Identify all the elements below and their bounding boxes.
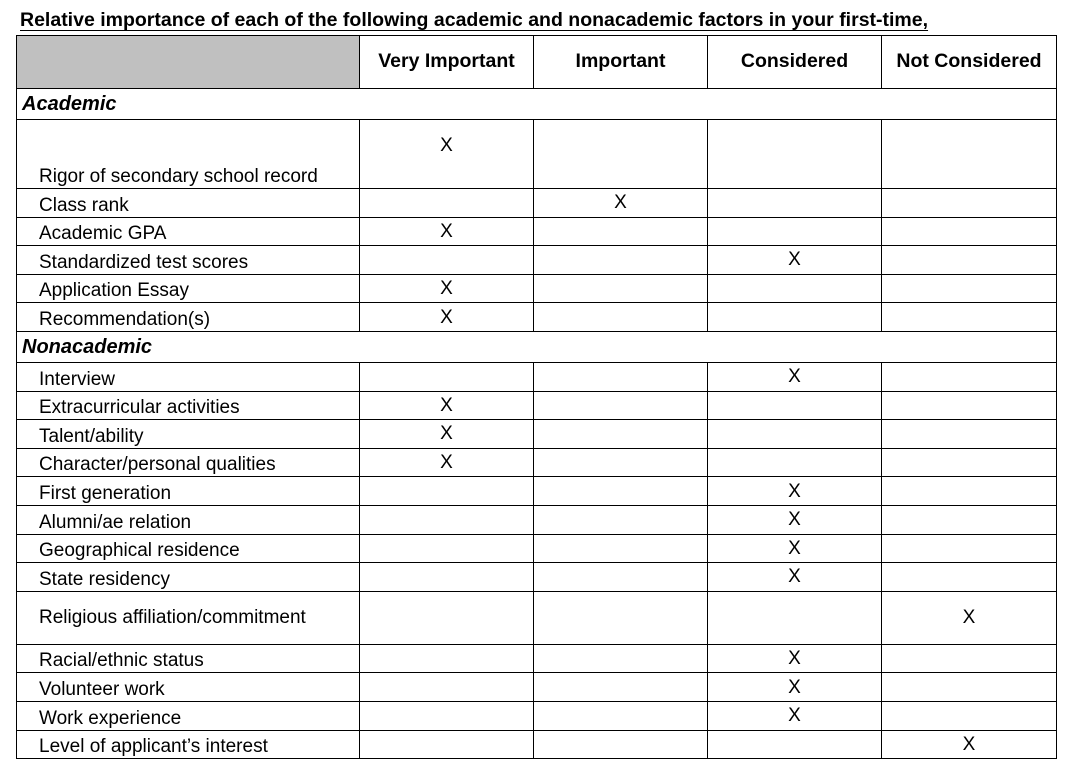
empty-cell bbox=[360, 591, 534, 644]
empty-cell bbox=[882, 563, 1057, 592]
table-row bbox=[17, 534, 1057, 563]
empty-cell bbox=[534, 362, 708, 391]
mark-considered: X bbox=[708, 644, 882, 673]
empty-cell bbox=[534, 420, 708, 449]
empty-cell bbox=[882, 448, 1057, 477]
empty-cell bbox=[360, 673, 534, 702]
empty-cell bbox=[534, 591, 708, 644]
factor-label: Religious affiliation/commitment bbox=[17, 591, 360, 644]
factor-label: Application Essay bbox=[17, 274, 360, 303]
factor-label: Recommendation(s) bbox=[17, 303, 360, 332]
table-row bbox=[17, 448, 1057, 477]
mark-very-important: X bbox=[360, 448, 534, 477]
factor-label: Character/personal qualities bbox=[17, 448, 360, 477]
empty-cell bbox=[882, 120, 1057, 189]
empty-cell bbox=[882, 189, 1057, 218]
empty-cell bbox=[534, 448, 708, 477]
empty-cell bbox=[534, 563, 708, 592]
empty-cell bbox=[708, 303, 882, 332]
empty-cell bbox=[534, 534, 708, 563]
table-row bbox=[17, 303, 1057, 332]
table-row bbox=[17, 420, 1057, 449]
empty-cell bbox=[534, 120, 708, 189]
empty-cell bbox=[882, 477, 1057, 506]
empty-cell bbox=[534, 477, 708, 506]
empty-cell bbox=[360, 563, 534, 592]
mark-very-important: X bbox=[360, 120, 534, 189]
mark-considered: X bbox=[708, 505, 882, 534]
table-row bbox=[17, 730, 1057, 759]
table-row bbox=[17, 391, 1057, 420]
table-row bbox=[17, 246, 1057, 275]
table-row bbox=[17, 274, 1057, 303]
mark-very-important: X bbox=[360, 217, 534, 246]
empty-cell bbox=[882, 505, 1057, 534]
factor-label: Academic GPA bbox=[17, 217, 360, 246]
mark-not-considered: X bbox=[882, 730, 1057, 759]
table-row bbox=[17, 189, 1057, 218]
empty-cell bbox=[708, 391, 882, 420]
empty-cell bbox=[882, 534, 1057, 563]
factor-label: Extracurricular activities bbox=[17, 391, 360, 420]
table-row bbox=[17, 591, 1057, 644]
empty-cell bbox=[360, 477, 534, 506]
empty-cell bbox=[708, 120, 882, 189]
factor-label: First generation bbox=[17, 477, 360, 506]
factor-label: Interview bbox=[17, 362, 360, 391]
empty-cell bbox=[534, 644, 708, 673]
empty-cell bbox=[534, 303, 708, 332]
empty-cell bbox=[360, 362, 534, 391]
factor-label: Work experience bbox=[17, 701, 360, 730]
mark-very-important: X bbox=[360, 391, 534, 420]
empty-cell bbox=[708, 420, 882, 449]
factor-label: State residency bbox=[17, 563, 360, 592]
table-row bbox=[17, 673, 1057, 702]
mark-considered: X bbox=[708, 563, 882, 592]
header-blank-cell bbox=[17, 36, 360, 89]
mark-considered: X bbox=[708, 362, 882, 391]
table-row bbox=[17, 120, 1057, 189]
header-row bbox=[17, 36, 1057, 89]
mark-considered: X bbox=[708, 673, 882, 702]
empty-cell bbox=[360, 246, 534, 275]
empty-cell bbox=[534, 246, 708, 275]
table-row bbox=[17, 701, 1057, 730]
table-row bbox=[17, 217, 1057, 246]
section-heading: Nonacademic bbox=[17, 331, 1057, 362]
mark-very-important: X bbox=[360, 303, 534, 332]
factor-label: Level of applicant’s interest bbox=[17, 730, 360, 759]
table-row bbox=[17, 362, 1057, 391]
section-heading: Academic bbox=[17, 89, 1057, 120]
empty-cell bbox=[534, 505, 708, 534]
empty-cell bbox=[708, 189, 882, 218]
empty-cell bbox=[708, 217, 882, 246]
factors-table bbox=[16, 35, 1057, 759]
empty-cell bbox=[534, 730, 708, 759]
empty-cell bbox=[882, 673, 1057, 702]
empty-cell bbox=[882, 246, 1057, 275]
empty-cell bbox=[534, 217, 708, 246]
section-row bbox=[17, 89, 1057, 120]
factor-label: Racial/ethnic status bbox=[17, 644, 360, 673]
empty-cell bbox=[882, 391, 1057, 420]
empty-cell bbox=[882, 644, 1057, 673]
empty-cell bbox=[708, 591, 882, 644]
table-body bbox=[17, 36, 1057, 759]
table-row bbox=[17, 644, 1057, 673]
empty-cell bbox=[882, 420, 1057, 449]
factor-label: Rigor of secondary school record bbox=[17, 120, 360, 189]
empty-cell bbox=[360, 505, 534, 534]
page-title: Relative importance of each of the following academic and nonacademic factors in your first-time, bbox=[20, 9, 929, 31]
empty-cell bbox=[360, 534, 534, 563]
empty-cell bbox=[360, 644, 534, 673]
empty-cell bbox=[534, 673, 708, 702]
empty-cell bbox=[708, 730, 882, 759]
empty-cell bbox=[882, 362, 1057, 391]
empty-cell bbox=[360, 730, 534, 759]
mark-considered: X bbox=[708, 477, 882, 506]
empty-cell bbox=[882, 701, 1057, 730]
column-header-important: Important bbox=[534, 36, 708, 89]
empty-cell bbox=[882, 303, 1057, 332]
factor-label: Talent/ability bbox=[17, 420, 360, 449]
column-header-considered: Considered bbox=[708, 36, 882, 89]
column-header-very-important: Very Important bbox=[360, 36, 534, 89]
empty-cell bbox=[882, 217, 1057, 246]
factor-label: Class rank bbox=[17, 189, 360, 218]
mark-very-important: X bbox=[360, 274, 534, 303]
empty-cell bbox=[708, 448, 882, 477]
empty-cell bbox=[708, 274, 882, 303]
factor-label: Volunteer work bbox=[17, 673, 360, 702]
empty-cell bbox=[360, 189, 534, 218]
mark-not-considered: X bbox=[882, 591, 1057, 644]
mark-considered: X bbox=[708, 246, 882, 275]
column-header-not-considered: Not Considered bbox=[882, 36, 1057, 89]
table-row bbox=[17, 563, 1057, 592]
section-row bbox=[17, 331, 1057, 362]
empty-cell bbox=[534, 701, 708, 730]
mark-very-important: X bbox=[360, 420, 534, 449]
empty-cell bbox=[534, 274, 708, 303]
factor-label: Standardized test scores bbox=[17, 246, 360, 275]
table-row bbox=[17, 505, 1057, 534]
factor-label: Alumni/ae relation bbox=[17, 505, 360, 534]
empty-cell bbox=[882, 274, 1057, 303]
factor-label: Geographical residence bbox=[17, 534, 360, 563]
empty-cell bbox=[534, 391, 708, 420]
mark-considered: X bbox=[708, 534, 882, 563]
mark-considered: X bbox=[708, 701, 882, 730]
table-row bbox=[17, 477, 1057, 506]
empty-cell bbox=[360, 701, 534, 730]
mark-important: X bbox=[534, 189, 708, 218]
